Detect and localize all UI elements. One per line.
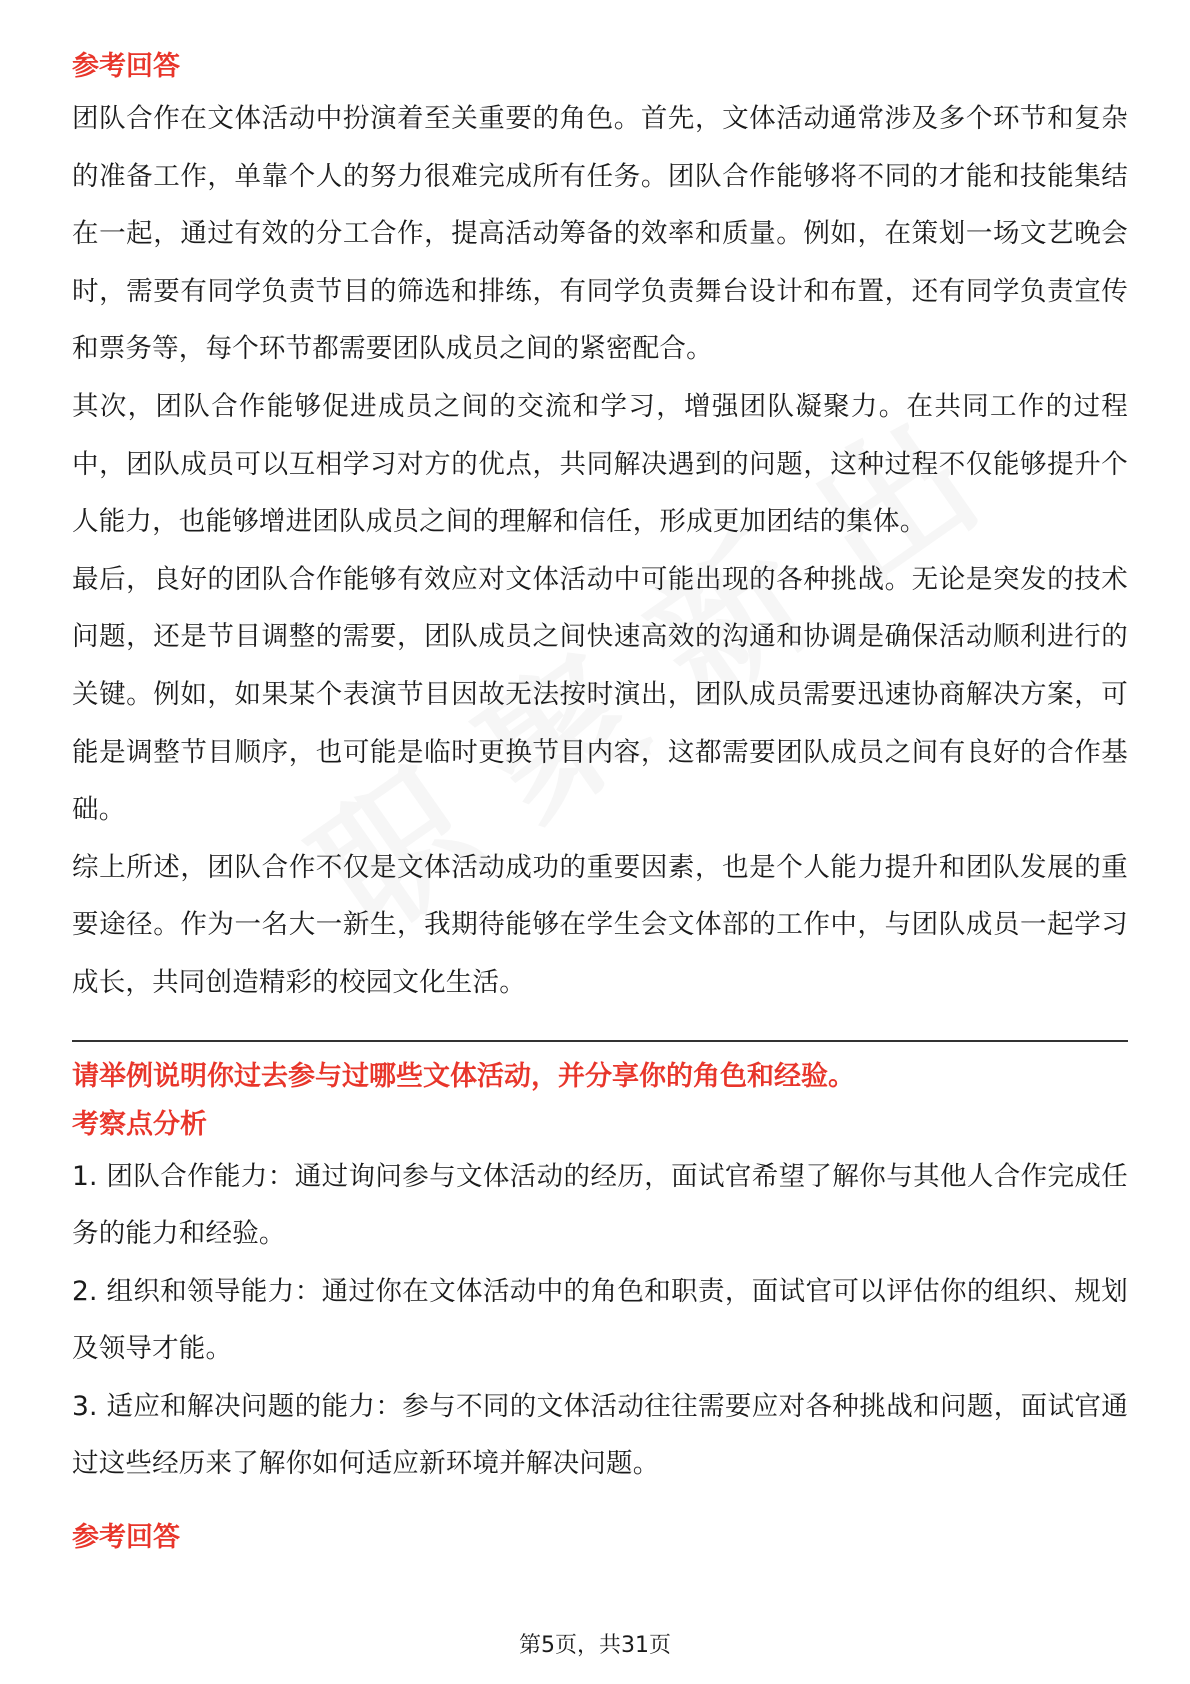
interview-question: 请举例说明你过去参与过哪些文体活动，并分享你的角色和经验。 [72,1060,855,1092]
answer-paragraph-1: 团队合作在文体活动中扮演着至关重要的角色。首先，文体活动通常涉及多个环节和复杂的准备工作，单靠个人的努力很难完成所有任务。团队合作能够将不同的才能和技能集结在一起，通过有效的分工合作，提高活动筹备的效率和质量。例如，在策划一场文艺晚会时，需要有同学负责节目的筛选和排练，有同学负责舞台设计和布置，还有同学负责宣传和票务等，每个环节都需要团队成员之间的紧密配合。 [72,103,1128,365]
document-page [72,44,1128,1561]
section-divider [72,1040,1128,1042]
section-heading-answer-2: 参考回答 [72,1522,180,1554]
analysis-item-2: 2. 组织和领导能力：通过你在文体活动中的角色和职责，面试官可以评估你的组织、规划及领导才能。 [72,1275,1128,1365]
analysis-item-3: 3. 适应和解决问题的能力：参与不同的文体活动往往需要应对各种挑战和问题，面试官通过这些经历来了解你如何适应新环境并解决问题。 [72,1390,1128,1480]
answer-paragraph-4: 综上所述，团队合作不仅是文体活动成功的重要因素，也是个人能力提升和团队发展的重要途径。作为一名大一新生，我期待能够在学生会文体部的工作中，与团队成员一起学习成长，共同创造精彩的校园文化生活。 [72,851,1128,998]
analysis-item-1: 1. 团队合作能力：通过询问参与文体活动的经历，面试官希望了解你与其他人合作完成任务的能力和经验。 [72,1160,1128,1250]
section-heading-answer: 参考回答 [72,51,180,82]
answer-paragraph-3: 最后，良好的团队合作能够有效应对文体活动中可能出现的各种挑战。无论是突发的技术问题，还是节目调整的需要，团队成员之间快速高效的沟通和协调是确保活动顺利进行的关键。例如，如果某个表演节目因故无法按时演出，团队成员需要迅速协商解决方案，可能是调整节目顺序，也可能是临时更换节目内容，这都需要团队成员之间有良好的合作基础。 [72,563,1128,826]
page-number: 第5页，共31页 [519,1633,671,1658]
analysis-heading: 考察点分析 [72,1108,207,1140]
answer-paragraph-2: 其次，团队合作能够促进成员之间的交流和学习，增强团队凝聚力。在共同工作的过程中，团队成员可以互相学习对方的优点，共同解决遇到的问题，这种过程不仅能够提升个人能力，也能够增进团队成员之间的理解和信任，形成更加团结的集体。 [72,390,1128,538]
